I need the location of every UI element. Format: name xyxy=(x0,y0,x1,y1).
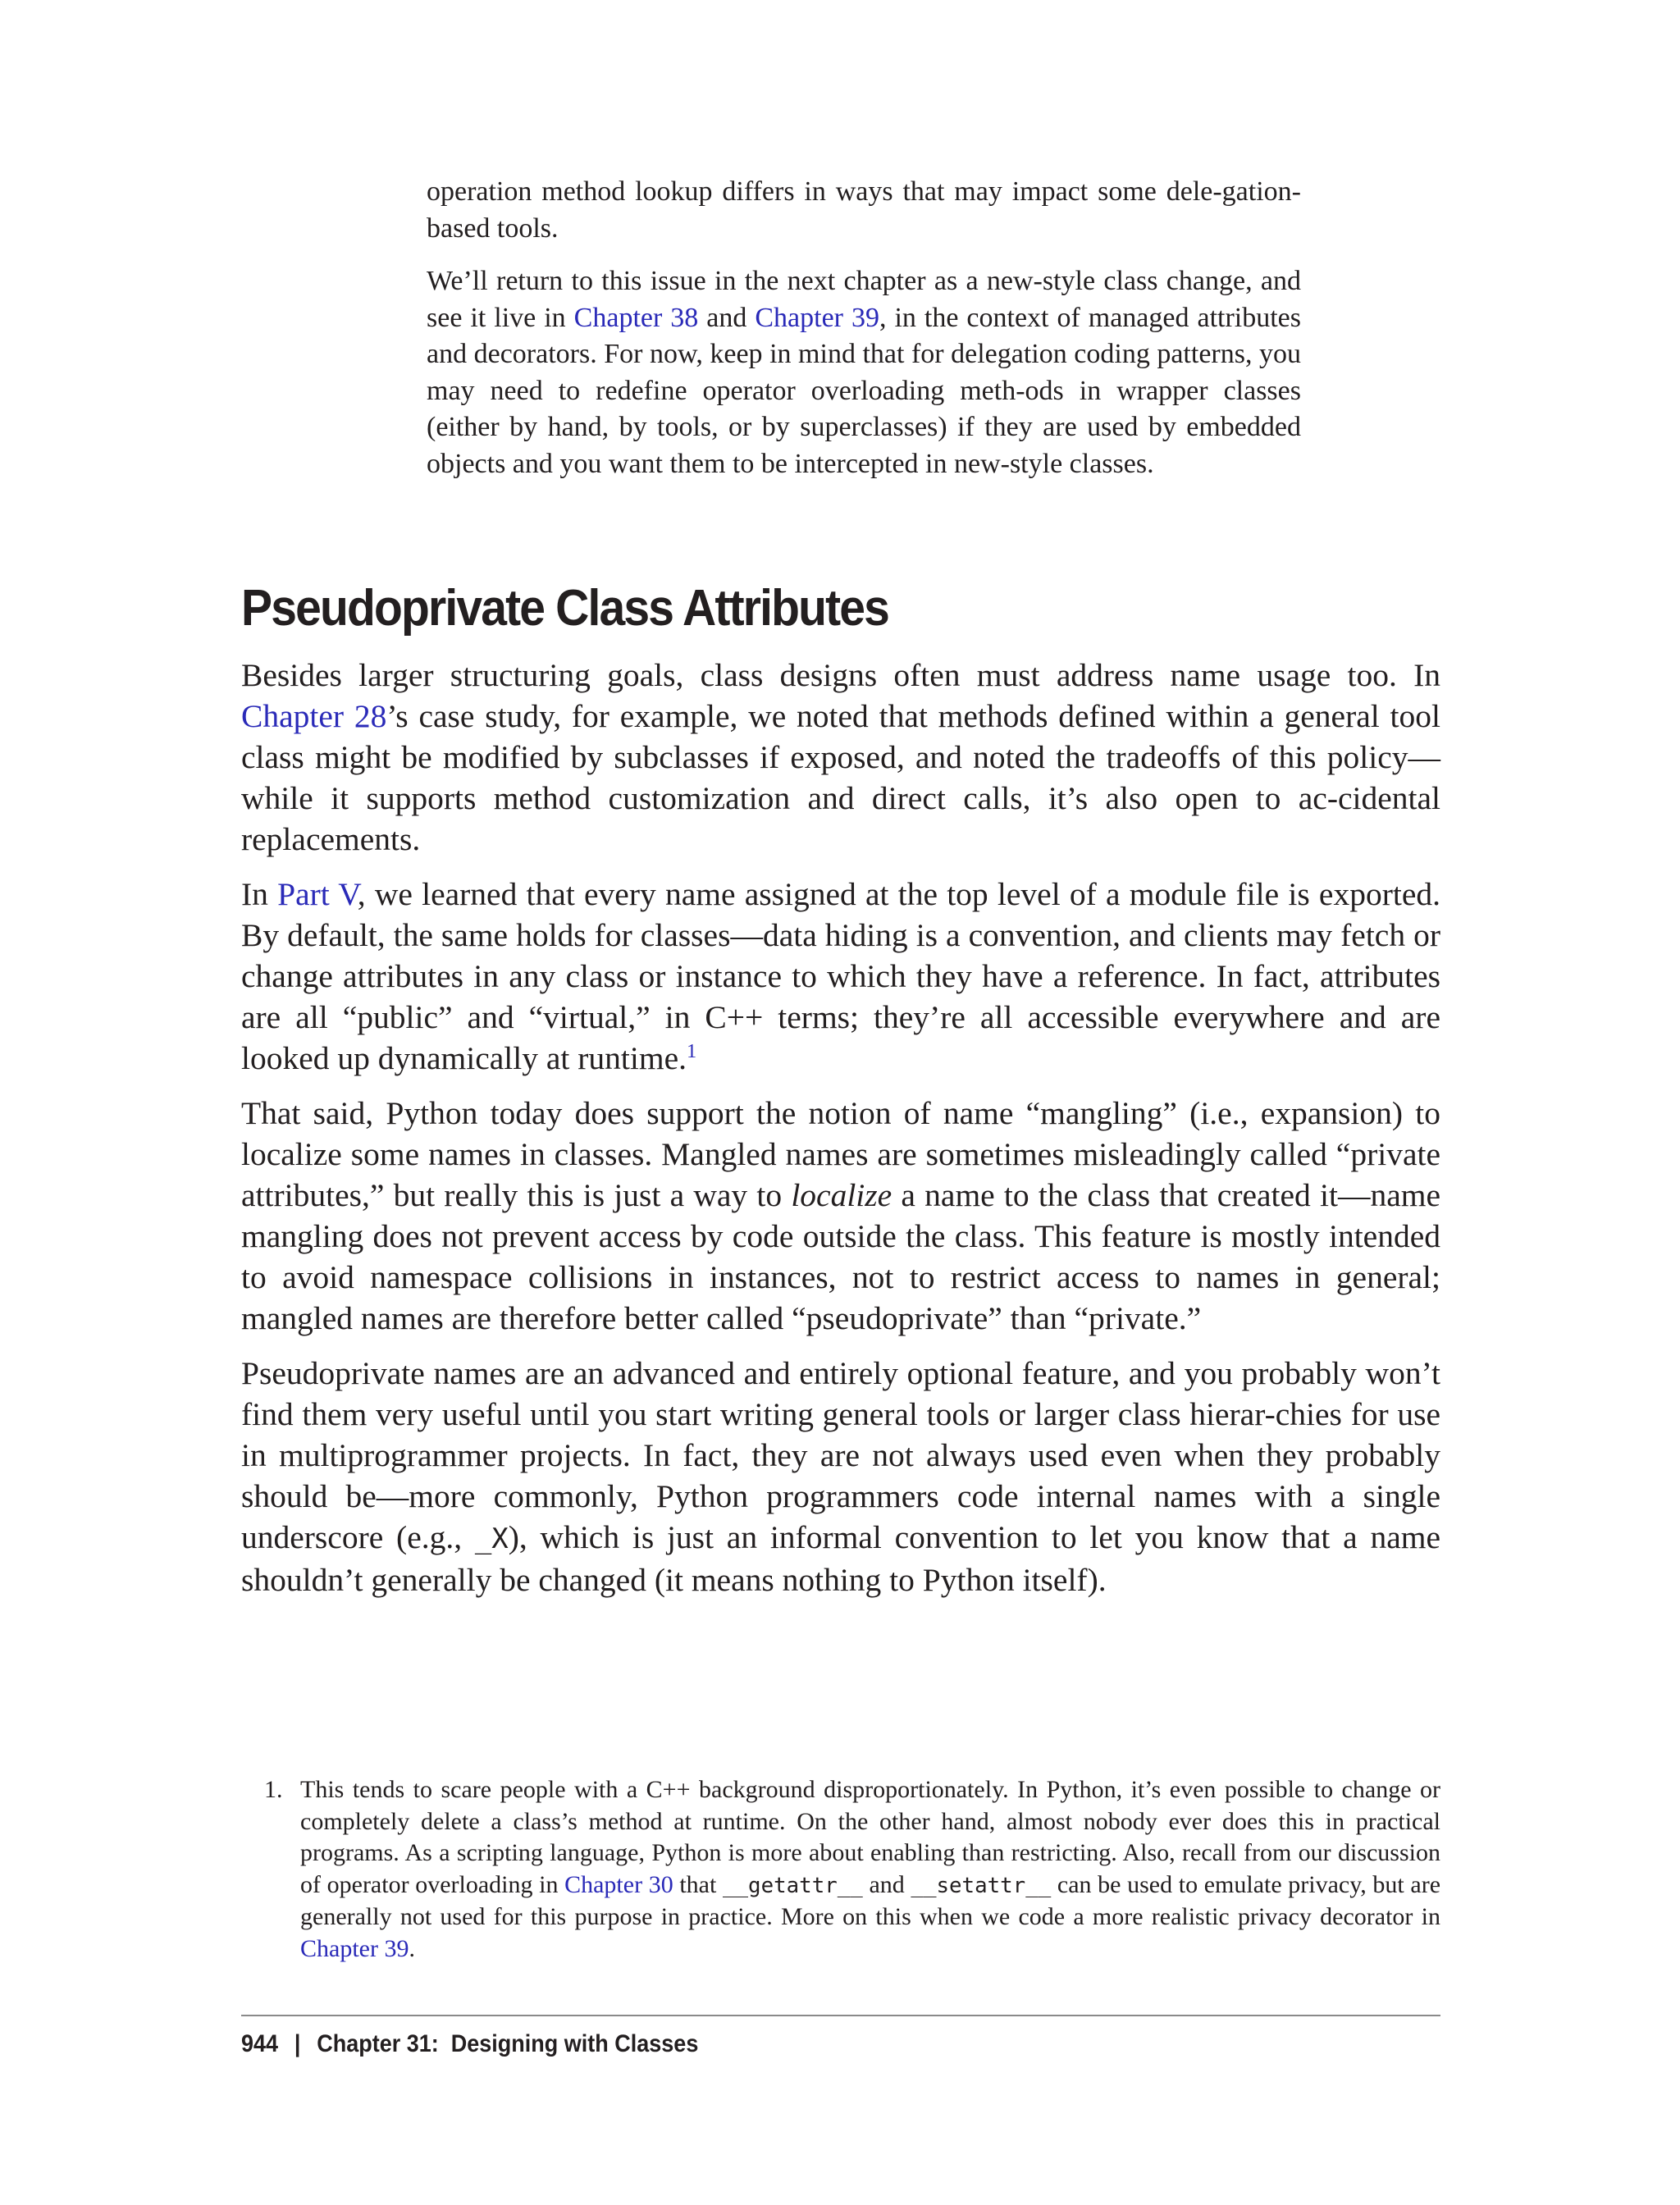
body-paragraph-3: That said, Python today does support the notion of name “mangling” (i.e., expansion) to localize some names in classes. Mangled names are sometimes misleadingly called “private attributes,” but really this is just a way to localize a name to the class that created it—name mangling does not prevent access by code outside the class. This feature is mostly intended to avoid namespace collisions in instances, not to restrict access to names in general; mangled names are therefore better called “pseudoprivate” than “private.” xyxy=(241,1095,1441,1336)
link-chapter-39-footnote[interactable]: Chapter 39 xyxy=(300,1934,409,1962)
continued-note-block xyxy=(427,174,1301,499)
link-chapter-39[interactable]: Chapter 39 xyxy=(755,302,879,333)
note-paragraph-2: We’ll return to this issue in the next chapter as a new-style class change, and see it live in Chapter 38 and Chapter 39, in the context of managed attributes and decorators. For now, keep in mind that for delegation coding patterns, you may need to redefine operator overloading meth-ods in wrapper classes (either by hand, by tools, or by superclasses) if they are used by embedded objects and you want them to be intercepted in new-style classes. xyxy=(427,266,1301,479)
link-chapter-30[interactable]: Chapter 30 xyxy=(564,1870,673,1898)
inline-code-x: _X xyxy=(474,1522,509,1555)
note-paragraph-1: operation method lookup differs in ways that may impact some dele-gation-based tools. xyxy=(427,176,1301,244)
footer-divider xyxy=(241,2015,1440,2016)
body-paragraph-4: Pseudoprivate names are an advanced and entirely optional feature, and you probably won’t find them very useful until you start writing general tools or larger class hierar-chies for use in multiprogrammer projects. In fact, they are not always used even when they probably should be—more commonly, Python programmers code internal names with a single underscore (e.g., _X), which is just an informal convention to let you know that a name shouldn’t generally be changed (it means nothing to Python itself). xyxy=(241,1355,1440,1598)
body-paragraph-2: In Part V, we learned that every name assigned at the top level of a module file is exported. By default, the same holds for classes—data hiding is a convention, and clients may fetch or change attributes in any class or instance to which they have a reference. In fact, attributes are all “public” and “virtual,” in C++ terms; they’re all accessible everywhere and are looked up dynamically at runtime.$^1$ xyxy=(241,876,1440,1076)
link-chapter-28[interactable]: Chapter 28 xyxy=(241,698,387,734)
footnote-number: 1. xyxy=(264,1776,283,1803)
footnote-1 xyxy=(264,1774,1440,1965)
section-heading: Pseudoprivate Class Attributes xyxy=(241,580,889,637)
footnote-text: This tends to scare people with a C++ background disproportionately. In Python, it’s even possible to change or completely delete a class’s method at runtime. On the other hand, almost nobody ever does this in practical programs. As a scripting language, Python is more about enabling than restricting. Also, recall from our discussion of operator overloading in Chapter 30 that __getattr__ and __setattr__ can be used to emulate privacy, but are generally not used for this purpose in practice. More on this when we code a more realistic privacy decorator in Chapter 39. xyxy=(300,1776,1441,1962)
footer-separator: | xyxy=(294,2030,301,2057)
page-footer xyxy=(241,2028,698,2061)
running-chapter-title: Chapter 31: Designing with Classes xyxy=(317,2030,699,2057)
section-body xyxy=(241,655,1440,1614)
body-paragraph-1: Besides larger structuring goals, class designs often must address name usage too. In Chapter 28’s case study, for example, we noted that methods defined within a general tool class might be modified by subclasses if exposed, and noted the tradeoffs of this policy—while it supports method customization and direct calls, it’s also open to ac-cidental replacements. xyxy=(241,657,1440,857)
footnote-ref-1[interactable]: 1 xyxy=(687,1039,697,1062)
link-part-v[interactable]: Part V xyxy=(277,876,358,912)
page-number: 944 xyxy=(241,2030,279,2057)
inline-code-getattr: __getattr__ xyxy=(722,1873,863,1898)
inline-code-setattr: __setattr__ xyxy=(911,1873,1052,1898)
link-chapter-38[interactable]: Chapter 38 xyxy=(573,302,699,333)
emphasis-localize: localize xyxy=(791,1177,892,1213)
